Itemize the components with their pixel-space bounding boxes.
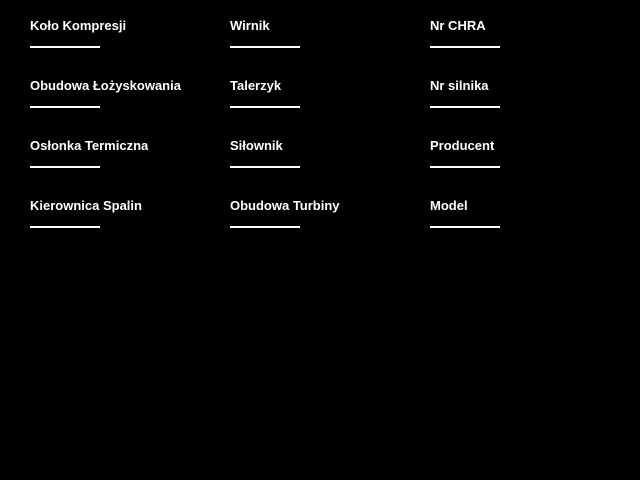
nr-chra-input[interactable] bbox=[430, 33, 500, 48]
kierownica-spalin-input[interactable] bbox=[30, 213, 100, 228]
field-producent bbox=[430, 139, 620, 168]
wirnik-input[interactable] bbox=[230, 33, 300, 48]
field-label: Siłownik bbox=[230, 138, 283, 153]
field-label: Koło Kompresji bbox=[30, 18, 127, 33]
field-label: Obudowa Łożyskowania bbox=[30, 78, 181, 93]
obudowa-turbiny-input[interactable] bbox=[230, 213, 300, 228]
producent-input[interactable] bbox=[430, 153, 500, 168]
field-oslonka-termiczna bbox=[30, 139, 220, 168]
field-obudowa-turbiny bbox=[230, 199, 420, 228]
field-label: Nr silnika bbox=[430, 78, 489, 93]
talerzyk-input[interactable] bbox=[230, 93, 300, 108]
field-label: Nr CHRA bbox=[430, 18, 486, 33]
model-input[interactable] bbox=[430, 213, 500, 228]
field-talerzyk bbox=[230, 79, 420, 108]
field-nr-chra bbox=[430, 19, 620, 48]
silownik-input[interactable] bbox=[230, 153, 300, 168]
field-kierownica-spalin bbox=[30, 199, 220, 228]
field-nr-silnika bbox=[430, 79, 620, 108]
field-model bbox=[430, 199, 620, 228]
field-label: Kierownica Spalin bbox=[30, 198, 142, 213]
field-label: Talerzyk bbox=[230, 78, 282, 93]
field-label: Obudowa Turbiny bbox=[230, 198, 340, 213]
field-label: Model bbox=[430, 198, 468, 213]
kolo-kompresji-input[interactable] bbox=[30, 33, 100, 48]
field-obudowa-lozyskowania bbox=[30, 79, 220, 108]
field-label: Wirnik bbox=[230, 18, 270, 33]
oslonka-termiczna-input[interactable] bbox=[30, 153, 100, 168]
nr-silnika-input[interactable] bbox=[430, 93, 500, 108]
obudowa-lozyskowania-input[interactable] bbox=[30, 93, 100, 108]
field-silownik bbox=[230, 139, 420, 168]
field-label: Producent bbox=[430, 138, 495, 153]
field-wirnik bbox=[230, 19, 420, 48]
field-kolo-kompresji bbox=[30, 19, 220, 48]
field-label: Osłonka Termiczna bbox=[30, 138, 149, 153]
